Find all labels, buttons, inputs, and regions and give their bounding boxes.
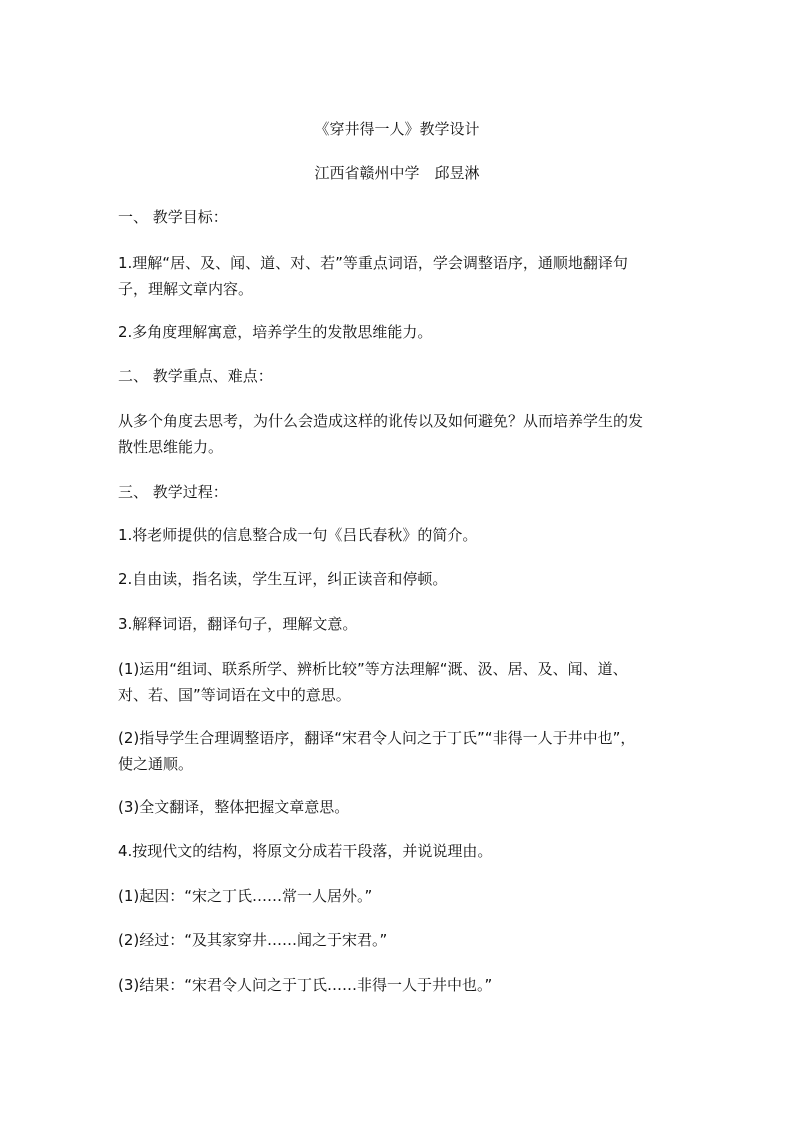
process-step-4: 4.按现代文的结构，将原文分成若干段落，并说说理由。 — [118, 842, 493, 860]
goal-1-line-2: 子，理解文章内容。 — [118, 280, 254, 298]
key-points-heading: 二、 教学重点、难点： — [118, 367, 273, 385]
process-heading: 三、 教学过程： — [118, 483, 228, 501]
process-step-3-3: (3)全文翻译，整体把握文章意思。 — [118, 798, 350, 816]
document-title: 《穿井得一人》教学设计 — [314, 120, 480, 138]
process-step-4-1: (1)起因：“宋之丁氏……常一人居外。” — [118, 887, 373, 905]
process-step-3-1-line-1: (1)运用“组词、联系所学、辨析比较”等方法理解“溉、汲、居、及、闻、道、 — [118, 660, 628, 678]
process-step-3-1-line-2: 对、若、国”等词语在文中的意思。 — [118, 686, 351, 704]
process-step-1: 1.将老师提供的信息整合成一句《吕氏春秋》的简介。 — [118, 526, 478, 544]
process-step-4-3: (3)结果：“宋君令人问之于丁氏……非得一人于井中也。” — [118, 976, 493, 994]
process-step-4-2: (2)经过：“及其家穿井……闻之于宋君。” — [118, 931, 388, 949]
process-step-2: 2.自由读，指名读，学生互评，纠正读音和停顿。 — [118, 570, 448, 588]
goal-1-line-1: 1.理解“居、及、闻、道、对、若”等重点词语，学会调整语序，通顺地翻译句 — [118, 254, 628, 272]
key-points-line-2: 散性思维能力。 — [118, 438, 224, 456]
key-points-line-1: 从多个角度去思考，为什么会造成这样的讹传以及如何避免？从而培养学生的发 — [118, 412, 644, 430]
document-author: 江西省赣州中学 邱昱淋 — [314, 164, 480, 182]
process-step-3-2-line-1: (2)指导学生合理调整语序，翻译“宋君令人问之于丁氏”“非得一人于井中也”， — [118, 729, 636, 747]
goals-heading: 一、 教学目标： — [118, 208, 228, 226]
goal-2: 2.多角度理解寓意，培养学生的发散思维能力。 — [118, 323, 433, 341]
process-step-3-2-line-2: 使之通顺。 — [118, 755, 194, 773]
process-step-3: 3.解释词语，翻译句子，理解文意。 — [118, 615, 358, 633]
